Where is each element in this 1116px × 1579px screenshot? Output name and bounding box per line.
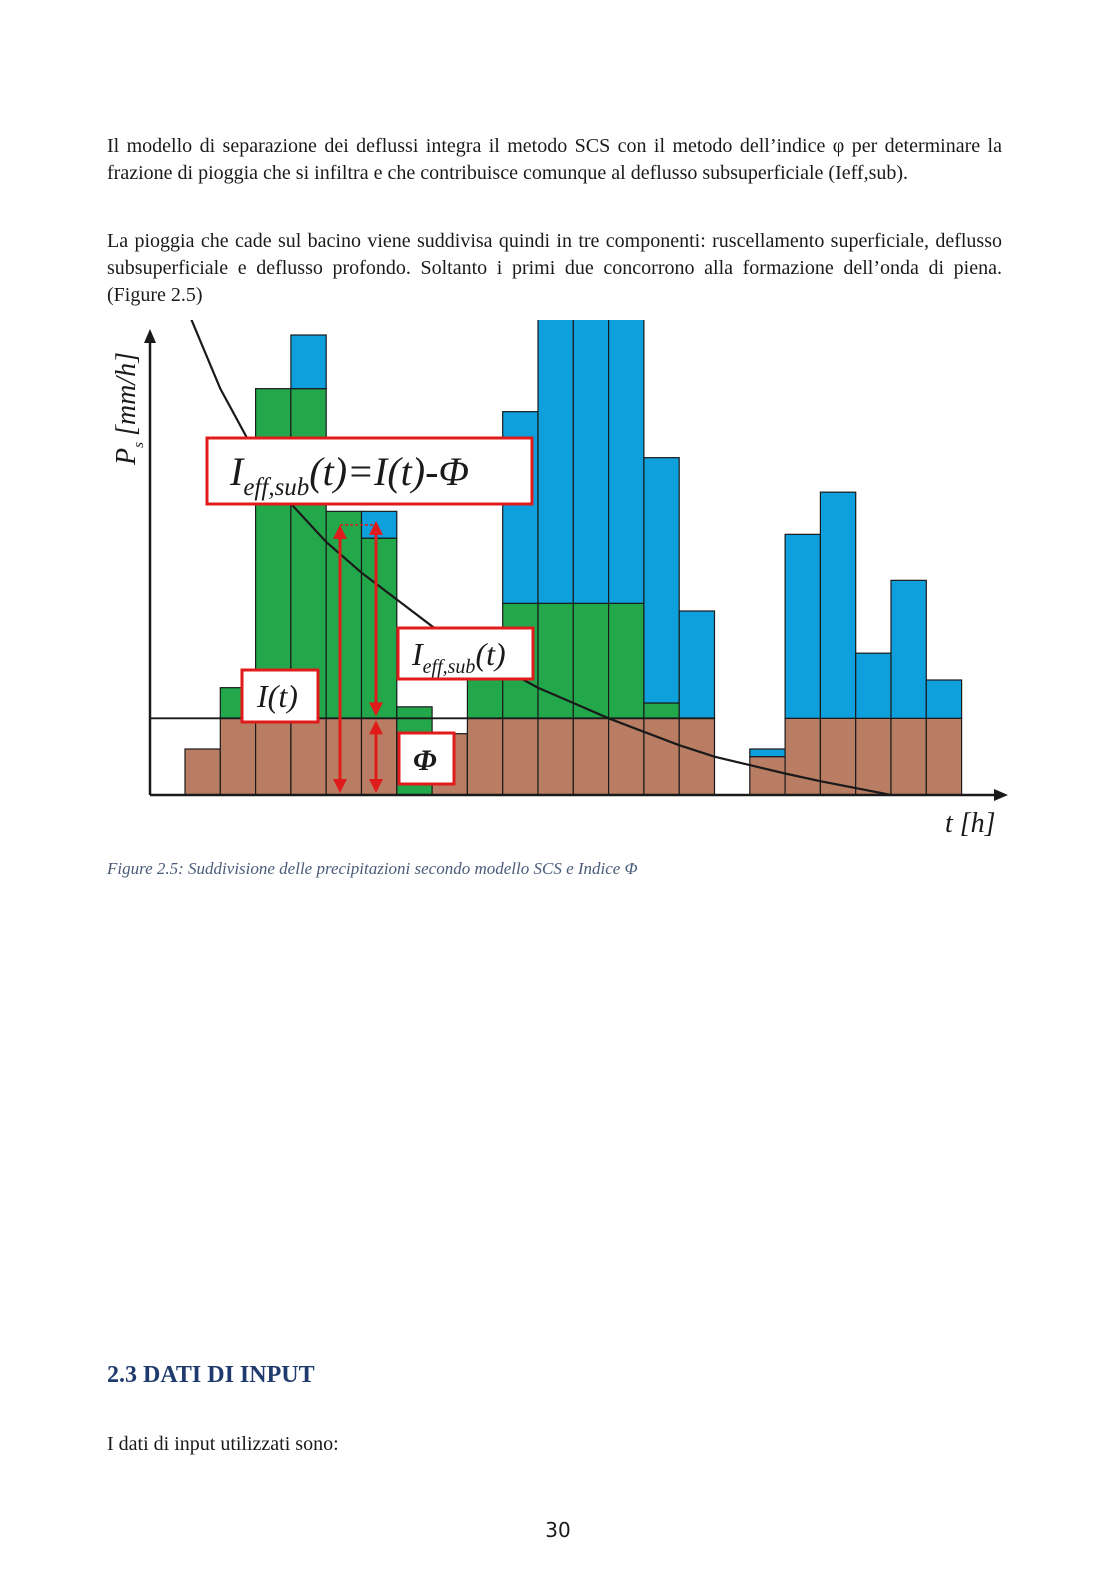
bar-it-20	[856, 653, 891, 718]
y-axis-arrow	[144, 329, 156, 343]
ieff-formula-text: $I_{eff,sub}(t)=I(t)-\Phi$	[230, 449, 469, 501]
bar-ieff-12	[573, 603, 608, 718]
section-heading: 2.3 DATI DI INPUT	[107, 1362, 315, 1388]
bar-it-21	[891, 580, 926, 718]
ieff-label-text: $I_{eff,sub}(t)$	[412, 636, 506, 678]
bar-ieff-6	[362, 538, 397, 718]
bar-it-22	[926, 680, 961, 718]
bar-phi-21	[891, 718, 926, 795]
bar-phi-17	[750, 757, 785, 795]
bar-phi-22	[926, 718, 961, 795]
bar-it-12	[573, 320, 608, 603]
bar-it-14	[644, 458, 679, 703]
figure-2-5	[105, 320, 1015, 845]
bar-it-18	[785, 534, 820, 718]
bar-phi-11	[538, 718, 573, 795]
x-axis-label: t [h]	[945, 808, 996, 839]
section-intro: I dati di input utilizzati sono:	[107, 1433, 339, 1455]
phi-label-text: Φ	[413, 744, 437, 777]
bar-phi-9	[467, 718, 502, 795]
bar-it-11	[538, 320, 573, 603]
bar-phi-2	[220, 718, 255, 795]
bar-it-13	[609, 320, 644, 603]
bar-it-4	[291, 335, 326, 389]
body-paragraph-1: Il modello di separazione dei deflussi integra il metodo SCS con il metodo dell’indice φ per determinare la frazione di pioggia che si infiltra e che contribuisce comunque al deflusso subsuperficiale (Ieff,sub).	[107, 135, 1002, 184]
bar-phi-15	[679, 718, 714, 795]
bar-it-19	[820, 492, 855, 718]
bar-ieff-13	[609, 603, 644, 718]
bar-phi-12	[573, 718, 608, 795]
bar-phi-19	[820, 718, 855, 795]
bar-ieff-14	[644, 703, 679, 718]
bar-phi-14	[644, 718, 679, 795]
bar-phi-10	[503, 718, 538, 795]
bar-phi-4	[291, 718, 326, 795]
precipitation-chart	[105, 320, 1015, 845]
figure-caption: Figure 2.5: Suddivisione delle precipitazioni secondo modello SCS e Indice Φ	[107, 859, 638, 878]
it-label-text: I(t)	[257, 678, 298, 714]
bar-ieff-5	[326, 511, 361, 718]
bars-group	[185, 320, 962, 795]
bar-ieff-9	[467, 676, 502, 718]
x-axis-arrow	[994, 789, 1008, 801]
page-number: 30	[545, 1518, 571, 1542]
bar-it-15	[679, 611, 714, 718]
bar-phi-18	[785, 718, 820, 795]
bar-phi-1	[185, 749, 220, 795]
y-axis-label: $P_s[mm/h]$	[111, 352, 147, 465]
bar-it-17	[750, 749, 785, 757]
bar-phi-3	[256, 718, 291, 795]
body-paragraph-2: La pioggia che cade sul bacino viene suddivisa quindi in tre componenti: ruscellamento superficiale, deflusso subsuperficiale e deflusso profondo. Soltanto i primi due concorrono alla formazione dell’onda di piena. (Figure 2.5)	[107, 230, 1002, 306]
bar-phi-20	[856, 718, 891, 795]
